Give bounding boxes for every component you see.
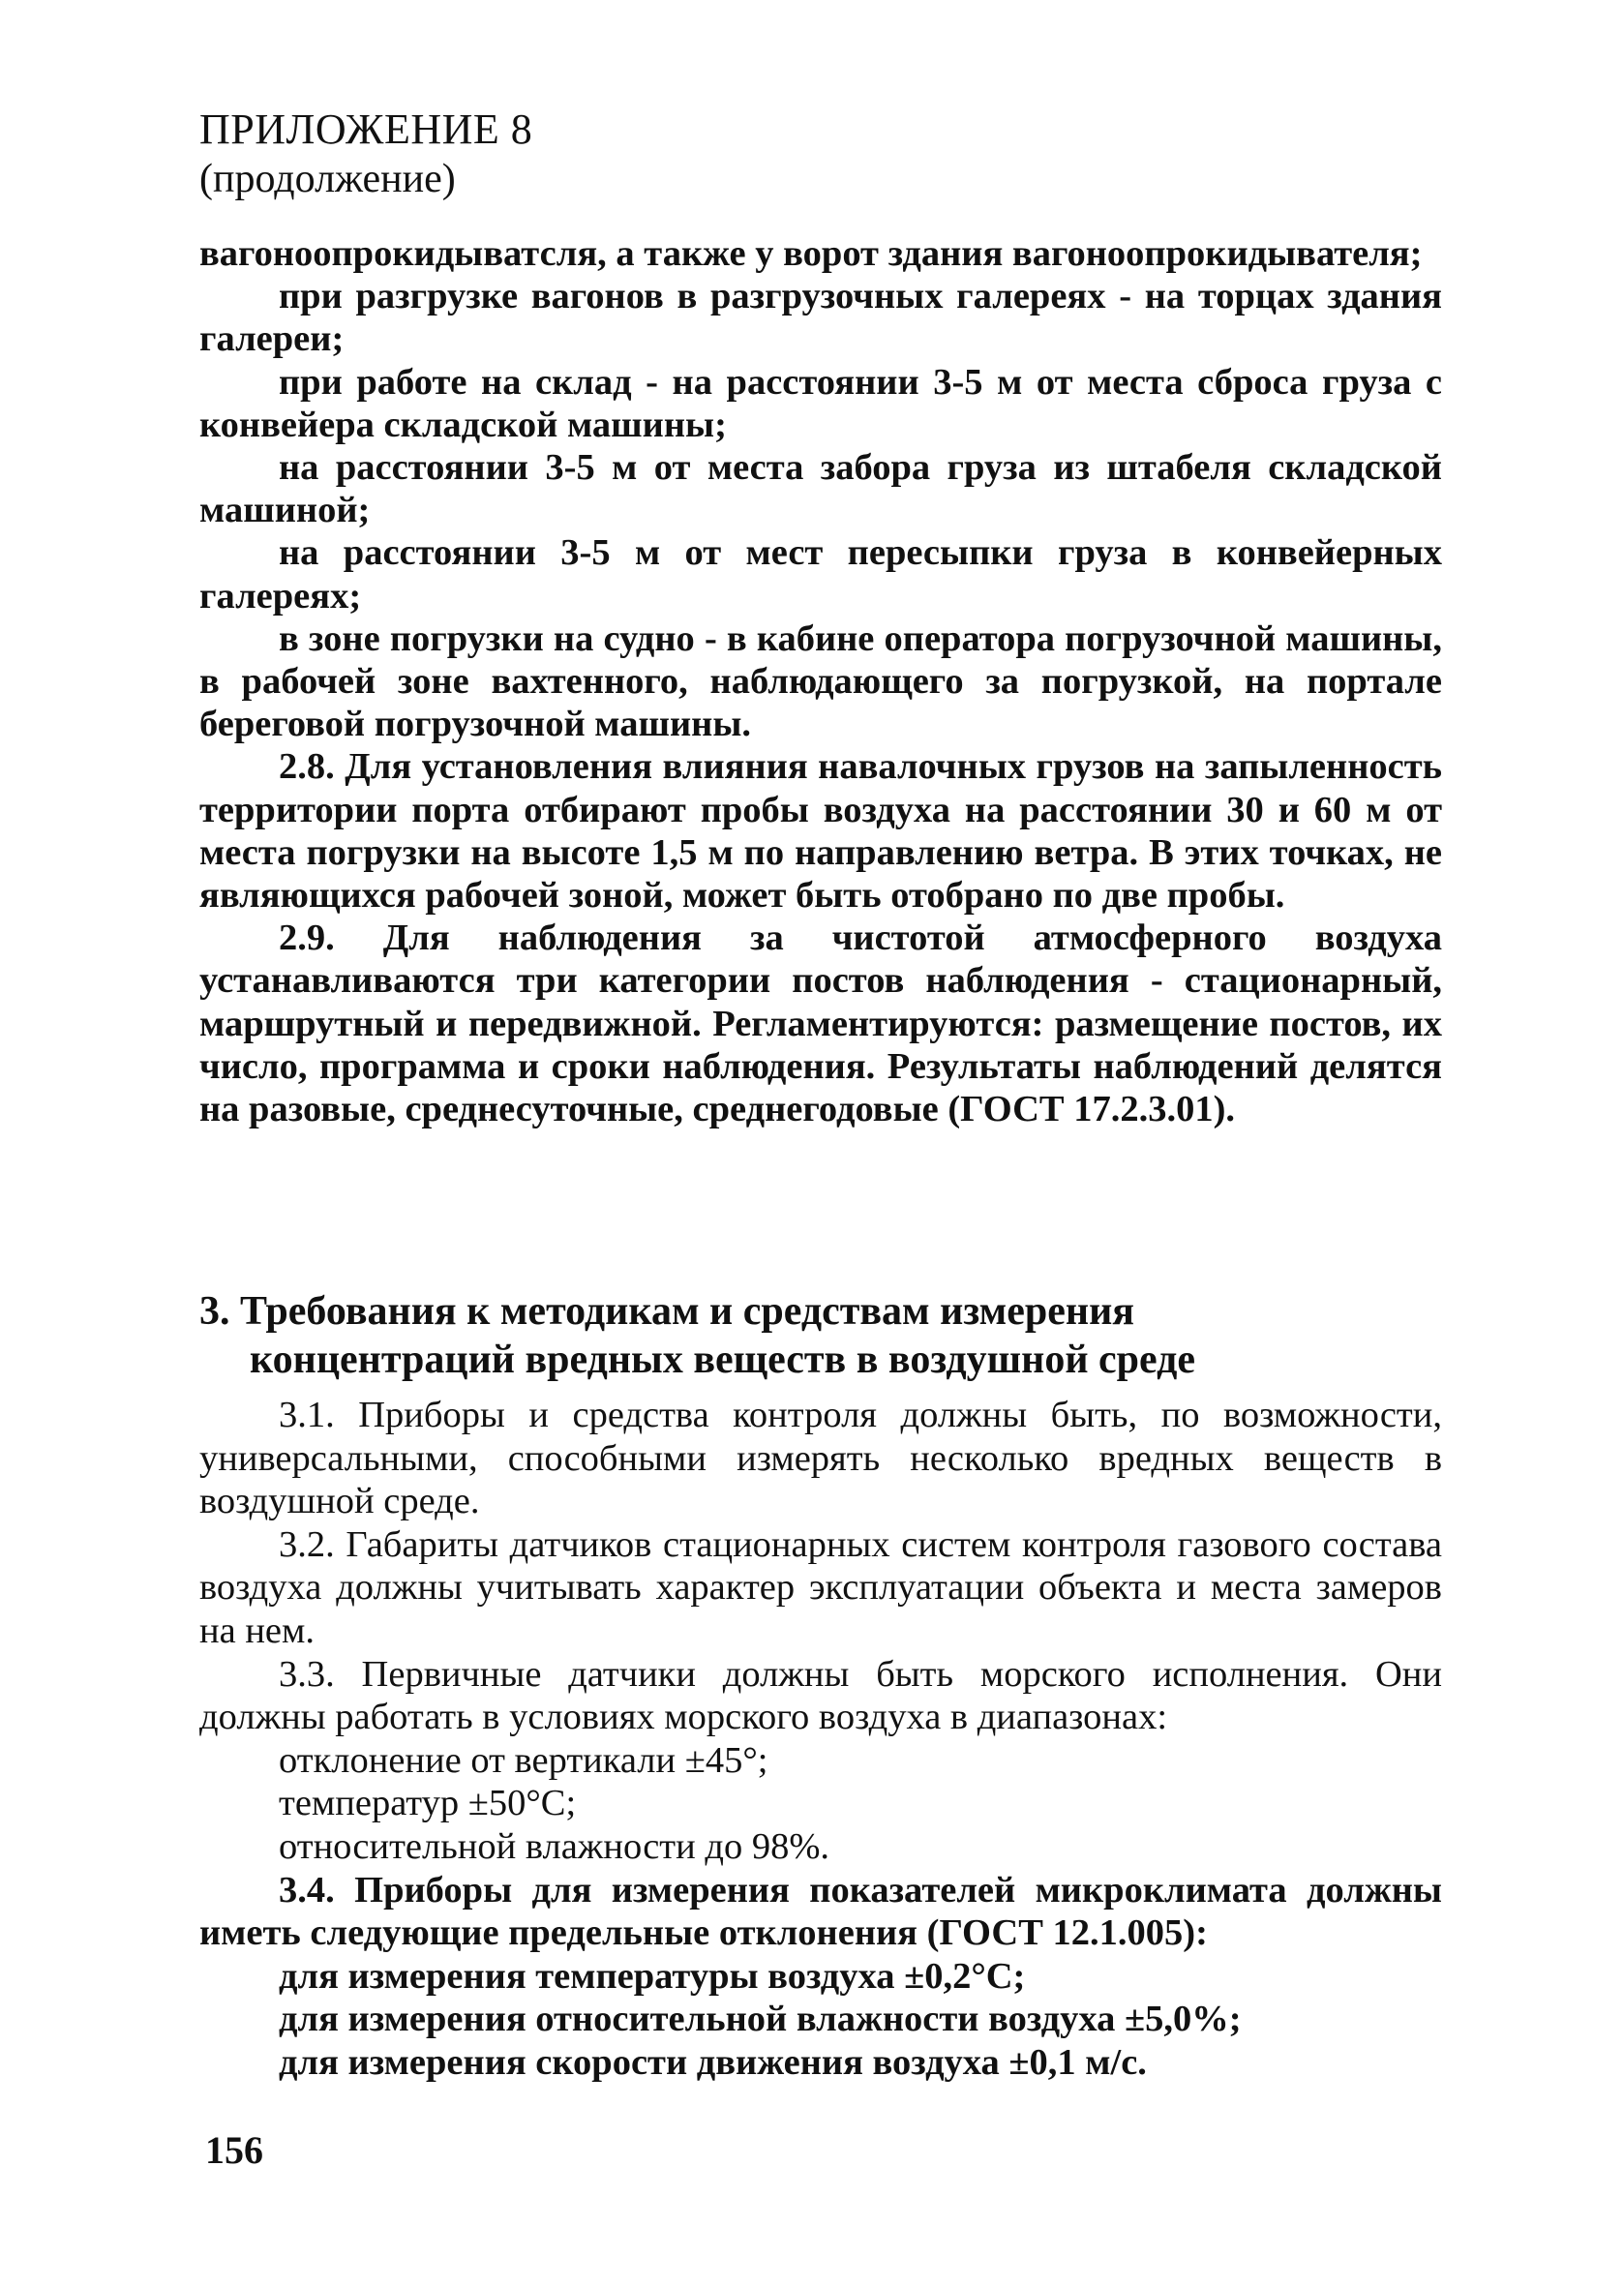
paragraph: вагоноопрокидыватсля, а также у ворот здания вагоноопрокидывателя;	[199, 233, 1423, 274]
paragraph-3-2: 3.2. Габариты датчиков стационарных систем контроля газового состава воздуха должны учитывать характер эксплуатации объекта и места замеров на нем.	[199, 1523, 1442, 1651]
page-number: 156	[205, 2128, 263, 2172]
appendix-header	[199, 105, 1458, 203]
appendix-subtitle: (продолжение)	[199, 157, 456, 201]
section-3-heading-line2: концентраций вредных веществ в воздушной среде	[250, 1338, 1196, 1382]
list-item: для измерения скорости движения воздуха ±0,1 м/с.	[279, 2041, 1147, 2083]
paragraph: при работе на склад - на расстоянии 3-5 м от места сброса груза с конвейера складской машины;	[199, 361, 1442, 445]
paragraph: при разгрузке вагонов в разгрузочных галереях - на торцах здания галереи;	[199, 276, 1442, 360]
list-item: отклонение от вертикали ±45°;	[279, 1739, 768, 1781]
section-3-heading-line1: 3. Требования к методикам и средствам измерения	[199, 1289, 1134, 1334]
body-text-part2	[199, 1394, 1442, 2085]
appendix-title: ПРИЛОЖЕНИЕ 8	[199, 105, 533, 153]
paragraph-2-8: 2.8. Для установления влияния навалочных грузов на запыленность территории порта отбирают пробы воздуха на расстоянии 30 и 60 м от места погрузки на высоте 1,5 м по направлению ветра. В этих точках, не являющихся рабочей зоной, может быть отобрано по две пробы.	[199, 746, 1442, 917]
body-text-part1	[199, 232, 1442, 1130]
paragraph-2-9: 2.9. Для наблюдения за чистотой атмосферного воздуха устанавливаются три категории постов наблюдения - стационарный, маршрутный и передвижной. Регламентируются: размещение постов, их число, программа и сроки наблюдения. Результаты наблюдений делятся на разовые, среднесуточные, среднегодовые (ГОСТ 17.2.3.01).	[199, 918, 1442, 1130]
list-item: для измерения температуры воздуха ±0,2°С;	[279, 1955, 1026, 1997]
list-item: относительной влажности до 98%.	[279, 1825, 830, 1867]
paragraph: на расстоянии 3-5 м от места забора груза из штабеля складской машиной;	[199, 447, 1442, 531]
list-item: температур ±50°С;	[279, 1783, 577, 1824]
section-3-heading	[199, 1287, 1458, 1384]
list-item: для измерения относительной влажности воздуха ±5,0%;	[279, 1999, 1242, 2040]
paragraph: на расстоянии 3-5 м от мест пересыпки груза в конвейерных галереях;	[199, 532, 1442, 617]
paragraph: в зоне погрузки на судно - в кабине оператора погрузочной машины, в рабочей зоне вахтенного, наблюдающего за погрузкой, на портале береговой погрузочной машины.	[199, 617, 1442, 745]
paragraph-3-3: 3.3. Первичные датчики должны быть морского исполнения. Они должны работать в условиях морского воздуха в диапазонах:	[199, 1653, 1442, 1738]
paragraph-3-4: 3.4. Приборы для измерения показателей микроклимата должны иметь следующие предельные отклонения (ГОСТ 12.1.005):	[199, 1869, 1442, 1954]
paragraph-3-1: 3.1. Приборы и средства контроля должны быть, по возможности, универсальными, способными измерять несколько вредных веществ в воздушной среде.	[199, 1395, 1442, 1522]
